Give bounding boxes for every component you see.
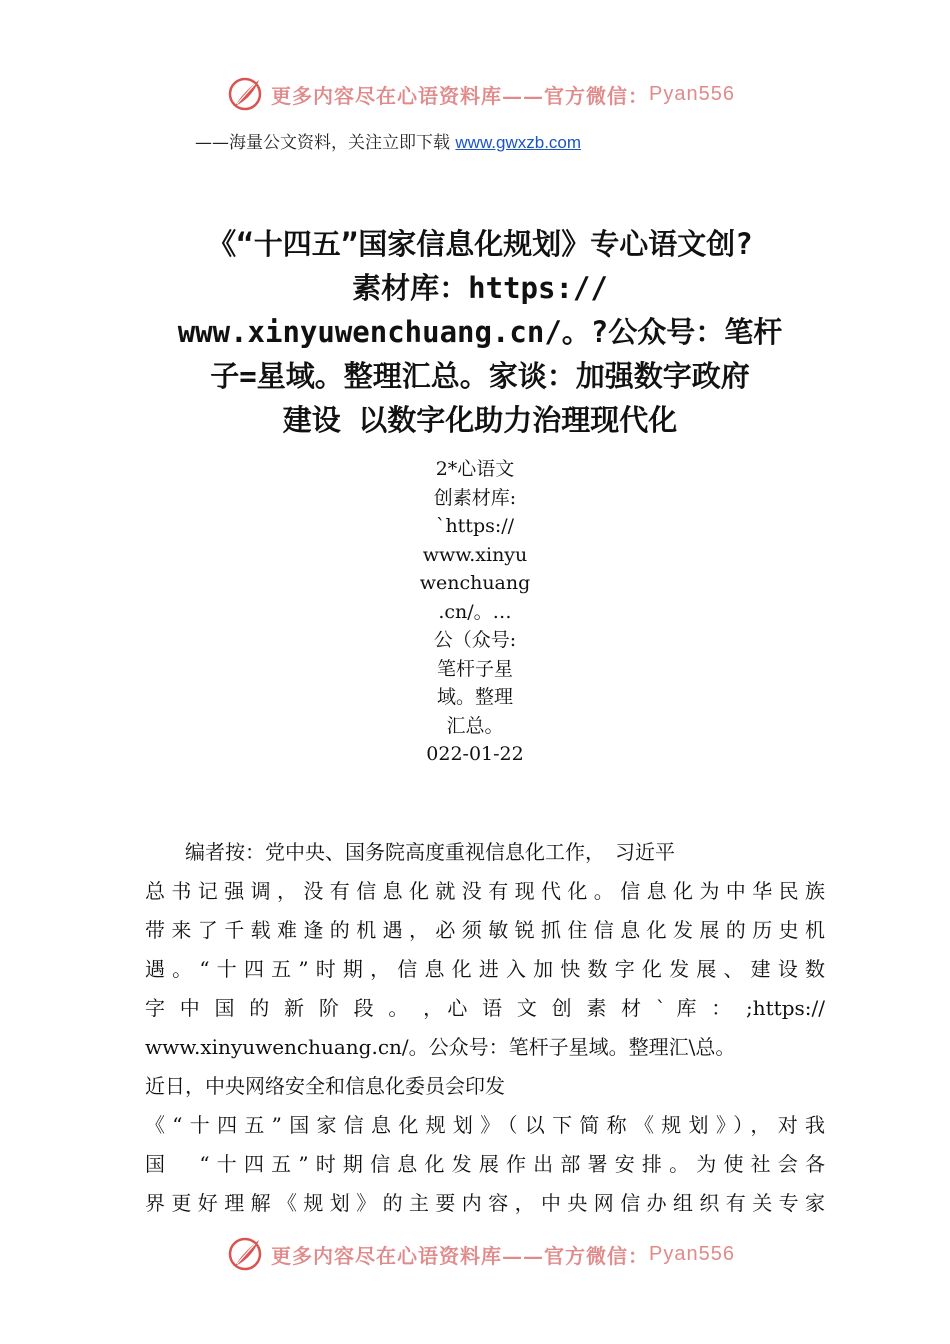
body-line: 近日，中央网络安全和信息化委员会印发 xyxy=(145,1074,505,1098)
meta-line: www.xinyu xyxy=(422,543,528,566)
meta-line: 汇总。 xyxy=(446,714,504,737)
body-line: 界更好理解《规划》的主要内容，中央网信办组织有关专家 xyxy=(145,1191,825,1215)
body-line: www.xinyuwenchuang.cn/。公众号：笔杆子星域。整理汇\总。 xyxy=(145,1035,736,1059)
body-line: 编者按：党中央、国务院高度重视信息化工作， 习近平 xyxy=(145,840,675,864)
footer-banner xyxy=(0,1230,950,1278)
banner-text: 更多内容尽在心语资料库——官方微信： xyxy=(271,1243,649,1268)
meta-line: .cn/。… xyxy=(438,600,512,623)
meta-line: wenchuang xyxy=(419,572,531,594)
meta-line: 创素材库: xyxy=(433,486,517,509)
body-line: 字 中 国 的 新 阶 段 。 ，心 语 文 创 素 材 ` 库 ： ;https:// xyxy=(145,996,825,1020)
meta-line: `https:// xyxy=(435,515,515,537)
title-line: 建设 以数字化助力治理现代化 xyxy=(282,403,678,437)
quill-logo-icon xyxy=(225,1234,265,1274)
title-line: 《“十四五”国家信息化规划》专心语文创? xyxy=(207,227,753,261)
header-banner xyxy=(0,70,950,118)
editor-note xyxy=(145,833,825,1223)
source-meta xyxy=(390,455,560,769)
quill-logo-icon xyxy=(225,74,265,114)
meta-line: 域。整理 xyxy=(436,686,513,708)
document-title xyxy=(130,222,830,442)
wechat-id: Pyan556 xyxy=(649,82,735,105)
meta-line: 笔杆子星 xyxy=(436,657,513,680)
banner-text: 更多内容尽在心语资料库——官方微信： xyxy=(271,83,649,108)
promo-text: ——海量公文资料，关注立即下载 xyxy=(195,133,456,153)
body-line: 《“十四五”国家信息化规划》（以下简称《规划》），对我 xyxy=(145,1113,825,1137)
wechat-id: Pyan556 xyxy=(649,1242,735,1265)
title-line: 素材库：https:// xyxy=(352,271,608,305)
meta-line: 公（众号: xyxy=(433,629,517,651)
promo-subline xyxy=(195,128,581,153)
download-link[interactable]: www.gwxzb.com xyxy=(455,133,582,152)
title-line: www.xinyuwenchuang.cn/。?公众号：笔杆 xyxy=(177,315,783,349)
meta-line: 2*心语文 xyxy=(435,458,515,480)
body-line: 带来了千载难逢的机遇，必须敏锐抓住信息化发展的历史机 xyxy=(145,918,825,942)
publish-date: 022-01-22 xyxy=(426,743,524,765)
title-line: 子=星域。整理汇总。家谈：加强数字政府 xyxy=(210,359,750,393)
body-line: 国 “十四五”时期信息化发展作出部署安排。为使社会各 xyxy=(145,1152,825,1176)
body-line: 遇。“十四五”时期，信息化进入加快数字化发展、建设数 xyxy=(145,957,825,981)
body-line: 总书记强调，没有信息化就没有现代化。信息化为中华民族 xyxy=(145,879,825,903)
